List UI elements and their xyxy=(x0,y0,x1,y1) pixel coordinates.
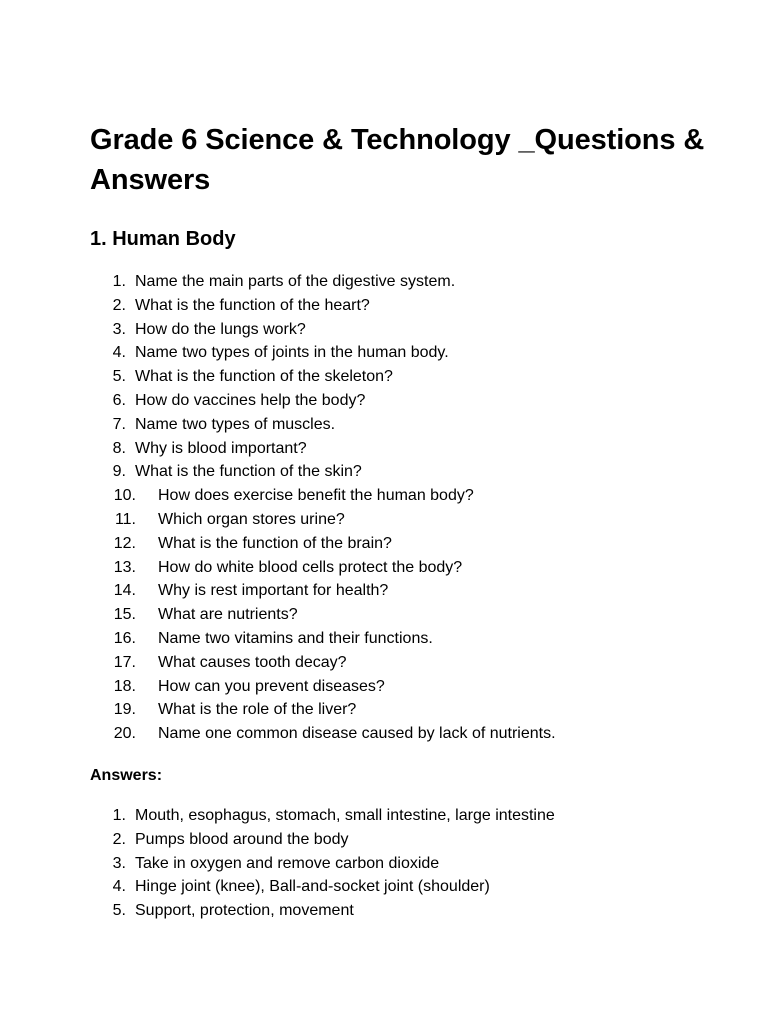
question-item-number: 20. xyxy=(113,725,136,743)
question-item-text: Why is blood important? xyxy=(135,439,307,457)
question-item xyxy=(90,341,556,365)
question-item-text: Name two types of joints in the human body. xyxy=(135,344,449,362)
question-item-number: 19. xyxy=(113,701,136,719)
question-item-number: 18. xyxy=(113,677,136,695)
answer-item xyxy=(90,852,555,876)
question-item-number: 16. xyxy=(113,629,136,647)
question-item xyxy=(90,413,556,437)
question-item xyxy=(90,722,556,746)
question-item-number: 10. xyxy=(113,487,136,505)
question-item-number: 17. xyxy=(113,653,136,671)
answer-item xyxy=(90,899,555,923)
answer-item xyxy=(90,828,555,852)
question-item-number: 13. xyxy=(113,558,136,576)
question-item-text: What are nutrients? xyxy=(158,606,298,624)
question-item-text: Name one common disease caused by lack of nutrients. xyxy=(158,725,556,743)
questions-list xyxy=(90,270,556,746)
answers-label: Answers: xyxy=(90,767,163,784)
question-item-text: How do the lungs work? xyxy=(135,320,306,338)
question-item-number: 3. xyxy=(112,320,126,338)
answers-list xyxy=(90,804,555,923)
question-item xyxy=(90,579,556,603)
answer-item-number: 4. xyxy=(112,878,126,896)
answer-item-text: Hinge joint (knee), Ball-and-socket joint (shoulder) xyxy=(135,878,490,896)
answer-item-number: 3. xyxy=(112,854,126,872)
question-item-text: What causes tooth decay? xyxy=(158,653,347,671)
question-item-number: 4. xyxy=(112,344,126,362)
question-item-number: 12. xyxy=(113,534,136,552)
question-item-number: 5. xyxy=(112,368,126,386)
question-item-text: What is the function of the skeleton? xyxy=(135,368,393,386)
question-item-number: 7. xyxy=(112,415,126,433)
section-heading: 1. Human Body xyxy=(90,228,236,250)
answer-item-text: Take in oxygen and remove carbon dioxide xyxy=(135,854,440,872)
answer-item-text: Support, protection, movement xyxy=(135,902,354,920)
question-item-number: 11. xyxy=(114,510,136,528)
question-item-text: Name the main parts of the digestive system. xyxy=(135,273,456,290)
question-item-text: What is the role of the liver? xyxy=(158,701,357,719)
question-item xyxy=(90,294,556,318)
question-item-number: 1. xyxy=(112,273,126,290)
document-title: Grade 6 Science & Technology _Questions & Answers xyxy=(90,124,705,196)
document-page xyxy=(90,120,710,920)
question-item-text: Why is rest important for health? xyxy=(158,582,389,600)
question-item-number: 9. xyxy=(112,463,126,481)
question-item xyxy=(90,651,556,675)
question-item xyxy=(90,484,556,508)
question-item-text: How do white blood cells protect the body? xyxy=(158,558,463,576)
question-item xyxy=(90,675,556,699)
question-item-text: What is the function of the brain? xyxy=(158,534,392,552)
answer-item xyxy=(90,804,555,828)
question-item xyxy=(90,508,556,532)
question-item-text: How do vaccines help the body? xyxy=(135,391,366,409)
answer-item-text: Pumps blood around the body xyxy=(135,830,349,848)
question-item-text: What is the function of the heart? xyxy=(135,296,370,314)
question-item xyxy=(90,437,556,461)
question-item-number: 14. xyxy=(113,582,136,600)
question-item-text: Name two vitamins and their functions. xyxy=(158,629,433,647)
question-item xyxy=(90,365,556,389)
question-item xyxy=(90,389,556,413)
question-item-number: 15. xyxy=(113,606,136,624)
answer-item-number: 2. xyxy=(112,830,126,848)
question-item xyxy=(90,698,556,722)
question-item-text: Which organ stores urine? xyxy=(158,510,345,528)
answer-item-number: 5. xyxy=(112,902,126,920)
question-item xyxy=(90,556,556,580)
question-item xyxy=(90,318,556,342)
question-item-number: 2. xyxy=(112,296,126,314)
answer-item-number: 1. xyxy=(112,807,126,824)
question-item xyxy=(90,603,556,627)
question-item-text: How can you prevent diseases? xyxy=(158,677,385,695)
question-item-text: What is the function of the skin? xyxy=(135,463,362,481)
question-item-number: 8. xyxy=(112,439,126,457)
question-item-text: Name two types of muscles. xyxy=(135,415,336,433)
question-item-number: 6. xyxy=(112,391,126,409)
answer-item xyxy=(90,875,555,899)
question-item xyxy=(90,627,556,651)
question-item xyxy=(90,532,556,556)
question-item xyxy=(90,270,556,294)
question-item xyxy=(90,460,556,484)
answer-item-text: Mouth, esophagus, stomach, small intestine, large intestine xyxy=(135,807,555,824)
question-item-text: How does exercise benefit the human body? xyxy=(158,487,474,505)
